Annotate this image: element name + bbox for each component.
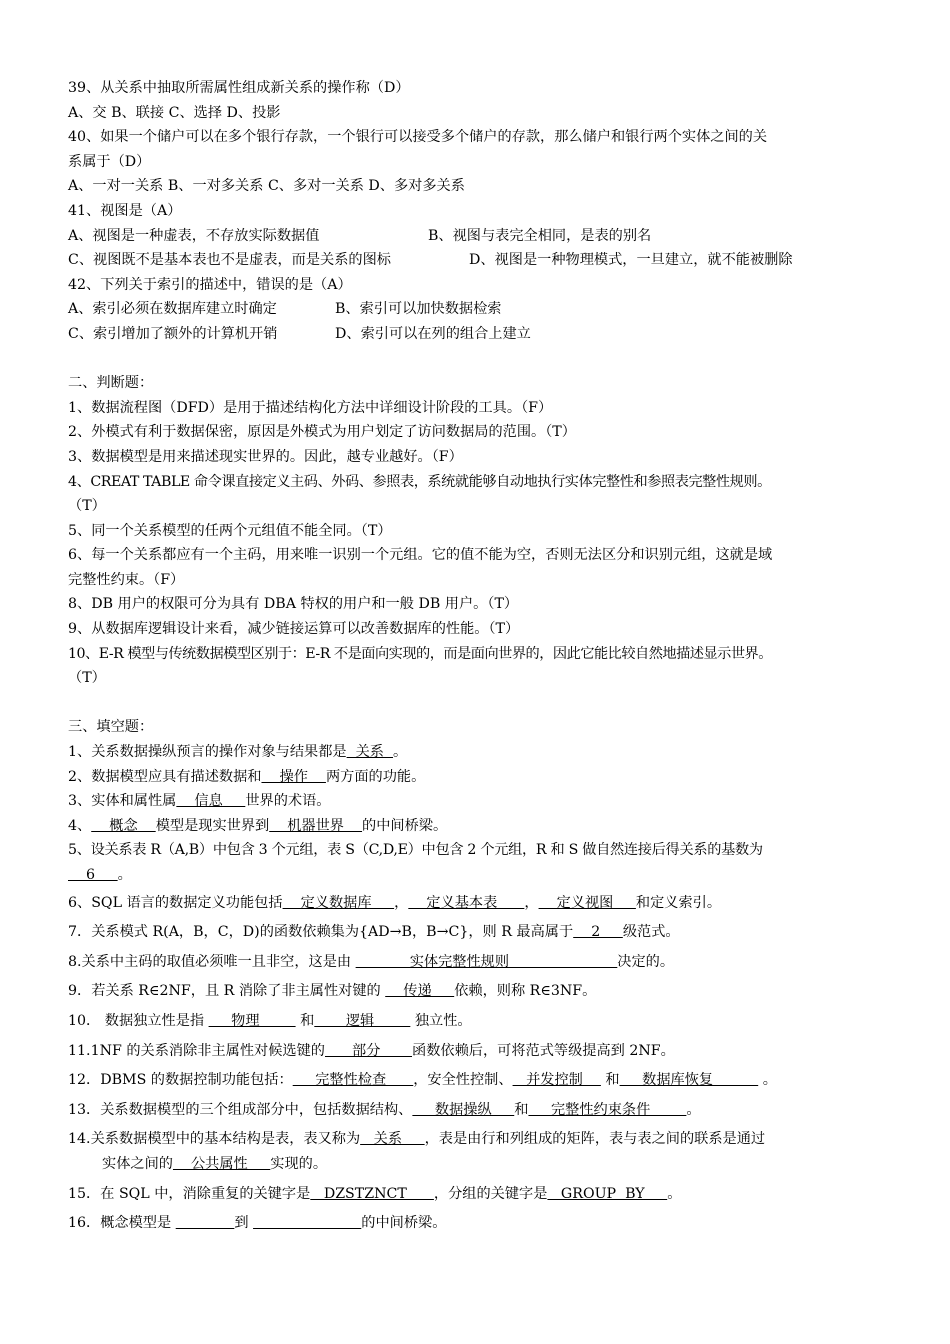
answer-blank: 完整性约束条件: [528, 1101, 687, 1118]
tf-question-4-line-2: （T）: [68, 498, 106, 515]
fill-question-13: 13．关系数据模型的三个组成部分中，包括数据结构、 数据操纵 和 完整性约束条件 。: [68, 1101, 701, 1118]
fill-question-8: 8.关系中主码的取值必须唯一且非空，这是由 实体完整性规则 决定的。: [68, 953, 675, 970]
tf-question-8: 8、DB 用户的权限可分为具有 DBA 特权的用户和一般 DB 用户。（T）: [68, 596, 519, 613]
question-42: 42、下列关于索引的描述中，错误的是（A）: [68, 276, 352, 293]
tf-question-3: 3、数据模型是用来描述现实世界的。因此，越专业越好。（F）: [68, 448, 463, 465]
answer-blank: 数据操纵: [412, 1101, 515, 1118]
answer-blank: 6: [68, 867, 118, 883]
answer-blank: 定义基本表: [408, 894, 525, 911]
option-d: D、视图是一种物理模式，一旦建立，就不能被删除: [469, 252, 793, 269]
tf-question-6-line-1: 6、每一个关系都应有一个主码，用来唯一识别一个元组。它的值不能为空，否则无法区分和识别元组，这就是域: [68, 547, 773, 564]
fill-question-9: 9．若关系 R∈2NF，且 R 消除了非主属性对键的 传递 依赖，则称 R∈3NF。: [68, 983, 597, 1000]
tf-question-6-line-2: 完整性约束。（F）: [68, 571, 185, 588]
section-heading-true-false: 二、判断题：: [68, 375, 154, 392]
answer-blank: 概念: [91, 817, 156, 834]
question-41-options-ab: [68, 224, 892, 249]
option-b: B、索引可以加快数据检索: [335, 301, 502, 318]
fill-question-12: 12．DBMS 的数据控制功能包括： 完整性检查 ，安全性控制、 并发控制 和 数据库恢复 。: [68, 1072, 777, 1089]
question-40-options: A、一对一关系 B、一对多关系 C、多对一关系 D、多对多关系: [68, 178, 465, 195]
answer-blank: 操作: [261, 768, 326, 785]
answer-blank: 数据库恢复: [619, 1072, 759, 1089]
fill-question-15: 15．在 SQL 中，消除重复的关键字是 DZSTZNCT ，分组的关键字是 GROUP BY 。: [68, 1185, 682, 1202]
fill-question-5-line-1: 5、设关系表 R（A,B）中包含 3 个元组，表 S（C,D,E）中包含 2 个元组，R 和 S 做自然连接后得关系的基数为: [68, 842, 763, 859]
question-42-options-ab: [68, 297, 892, 322]
question-42-options-cd: [68, 322, 892, 347]
question-40-line-2: 系属于（D）: [68, 153, 151, 170]
answer-blank: 部分: [324, 1042, 412, 1059]
fill-question-5-line-2: 6 。: [68, 867, 132, 883]
tf-question-10-line-2: （T）: [68, 670, 106, 687]
fill-question-1: 1、关系数据操纵预言的操作对象与结果都是 关系 。: [68, 744, 408, 761]
tf-question-2: 2、外模式有利于数据保密，原因是外模式为用户划定了访问数据局的范围。（T）: [68, 424, 576, 441]
fill-question-14-line-2: 实体之间的 公共属性 实现的。: [102, 1155, 328, 1172]
section-heading-fill-in: 三、填空题：: [68, 719, 154, 736]
answer-blank: 逻辑: [314, 1012, 411, 1029]
document-page: [68, 76, 892, 1236]
fill-question-3: 3、实体和属性属 信息 世界的术语。: [68, 793, 331, 810]
answer-blank: 物理: [208, 1012, 296, 1029]
answer-blank: [253, 1215, 361, 1231]
fill-question-7: 7．关系模式 R(A，B，C，D)的函数依赖集为{AD→B，B→C}，则 R 最高属于 2 级范式。: [68, 924, 680, 941]
answer-blank: 实体完整性规则: [355, 953, 618, 970]
question-39: 39、从关系中抽取所需属性组成新关系的操作称（D）: [68, 80, 410, 96]
tf-question-4-line-1: 4、CREAT TABLE 命令课直接定义主码、外码、参照表，系统就能够自动地执行实体完整性和参照表完整性规则。: [68, 473, 771, 490]
answer-blank: DZSTZNCT: [310, 1185, 434, 1202]
answer-blank: [176, 1215, 235, 1231]
fill-question-16: 16．概念模型是 到 的中间桥梁。: [68, 1215, 447, 1232]
spacer: [68, 691, 892, 716]
answer-blank: GROUP BY: [547, 1185, 668, 1202]
tf-question-1: 1、数据流程图（DFD）是用于描述结构化方法中详细设计阶段的工具。（F）: [68, 399, 553, 416]
answer-blank: 并发控制: [512, 1072, 601, 1089]
answer-blank: 信息: [176, 793, 246, 810]
fill-question-10: 10． 数据独立性是指 物理 和 逻辑 独立性。: [68, 1012, 472, 1029]
fill-question-14-line-1: 14.关系数据模型中的基本结构是表，表又称为 关系 ，表是由行和列组成的矩阵，表与表之间的联系是通过: [68, 1131, 766, 1148]
answer-blank: 定义数据库: [282, 894, 395, 911]
option-c: C、视图既不是基本表也不是虚表，而是关系的图标: [68, 252, 391, 269]
spacer: [68, 347, 892, 372]
option-a: A、索引必须在数据库建立时确定: [68, 301, 277, 318]
option-b: B、视图与表完全相同，是表的别名: [428, 227, 652, 244]
fill-question-6: 6、SQL 语言的数据定义功能包括 定义数据库 ， 定义基本表 ， 定义视图 和定义索引。: [68, 894, 722, 911]
question-41: 41、视图是（A）: [68, 202, 182, 219]
fill-question-4: 4、 概念 模型是现实世界到 机器世界 的中间桥梁。: [68, 817, 448, 834]
tf-question-10-line-1: 10、E-R 模型与传统数据模型区别于：E-R 不是面向实现的，而是面向世界的，因此它能比较自然地描述显示世界。: [68, 645, 772, 662]
fill-question-11: 11.1NF 的关系消除非主属性对候选键的 部分 函数依赖后，可将范式等级提高到 2NF。: [68, 1042, 675, 1059]
answer-blank: 传递: [385, 983, 455, 1000]
option-a: A、视图是一种虚表，不存放实际数据值: [68, 227, 320, 244]
answer-blank: 关系: [360, 1131, 425, 1148]
tf-question-5: 5、同一个关系模型的任两个元组值不能全同。（T）: [68, 522, 392, 539]
question-41-options-cd: [68, 248, 892, 273]
answer-blank: 公共属性: [172, 1155, 271, 1172]
tf-question-9: 9、从数据库逻辑设计来看，减少链接运算可以改善数据库的性能。（T）: [68, 621, 520, 638]
answer-blank: 关系: [346, 744, 394, 761]
answer-blank: 定义视图: [538, 894, 636, 911]
answer-blank: 2: [573, 924, 623, 941]
option-d: D、索引可以在列的组合上建立: [335, 325, 531, 342]
answer-blank: 机器世界: [269, 817, 363, 834]
fill-question-2: 2、数据模型应具有描述数据和 操作 两方面的功能。: [68, 768, 426, 785]
answer-blank: 完整性检查: [292, 1072, 414, 1089]
option-c: C、索引增加了额外的计算机开销: [68, 325, 278, 342]
question-39-options: A、交 B、联接 C、选择 D、投影: [68, 104, 281, 121]
question-40-line-1: 40、如果一个储户可以在多个银行存款，一个银行可以接受多个储户的存款，那么储户和银行两个实体之间的关: [68, 129, 768, 146]
